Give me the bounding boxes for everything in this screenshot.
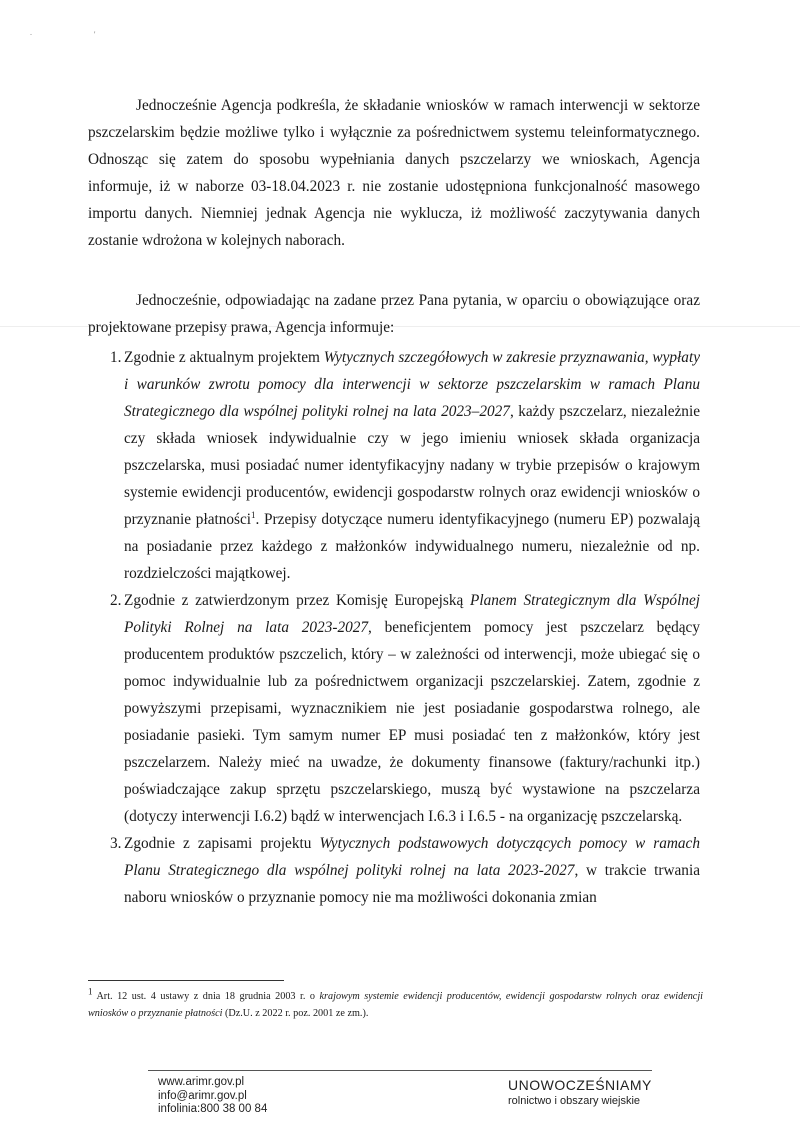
list-item-document-title: Planem Strategicznym dla Wspólnej Polityki Rolnej na lata 2023-2027 [124, 592, 701, 636]
list-item-text [124, 344, 700, 587]
footnote-act-title: krajowym systemie ewidencji producentów, ewidencji gospodarstw rolnych oraz ewidencji wniosków o przyznanie płatności [88, 991, 703, 1019]
footnote [88, 988, 703, 1022]
list-item-number: 3. [110, 835, 122, 852]
brand-subtitle: rolnictwo i obszary wiejskie [508, 1095, 641, 1107]
list-item-text-body: , w trakcie trwania naboru wniosków o przyznanie pomocy nie ma możliwości dokonania zmian [124, 862, 700, 906]
list-item [88, 587, 700, 830]
list-item-text-tail: . Przepisy dotyczące numeru identyfikacyjnego (numeru EP) pozwalają na posiadanie przez każdego z małżonków indywidualnego numeru, niezależnie od np. rozdzielczości majątkowej. [124, 511, 700, 582]
hotline-number: infolinia:800 38 00 84 [158, 1103, 268, 1115]
scan-marks: ∙ ' [30, 30, 126, 39]
paragraph-answers-intro: Jednocześnie, odpowiadając na zadane przez Pana pytania, w oparciu o obowiązujące oraz projektowane przepisy prawa, Agencja informuje: [88, 292, 700, 336]
footnote-number: 1 [88, 986, 93, 997]
list-item-text-lead: Zgodnie z aktualnym projektem [124, 349, 324, 366]
list-item-document-title: Wytycznych szczegółowych w zakresie przyznawania, wypłaty i warunków zwrotu pomocy dla interwencji w sektorze pszczelarskim w ramach Planu Strategicznego dla wspólnej polityki rolnej na lata 2023–2027 [124, 349, 700, 420]
list-item-number: 2. [110, 592, 122, 609]
list-item-document-title: Wytycznych podstawowych dotyczących pomocy w ramach Planu Strategicznego dla wspólnej polityki rolnej na lata 2023-2027 [124, 835, 700, 879]
list-item-text-body: , beneficjentem pomocy jest pszczelarz będący producentem produktów pszczelich, który – w zależności od interwencji, może ubiegać się o pomoc indywidualnie lub za pośrednictwem organizacji pszczelarskiej. Zatem, zgodnie z powyższymi przepisami, wyznacznikiem nie jest posiadanie gospodarstwa rolnego, ale posiadanie pasieki. Tym samym numer EP musi posiadać ten z małżonków, który jest pszczelarzem. Należy mieć na uwadze, że dokumenty finansowe (faktury/rachunki itp.) poświadczające zakup sprzętu pszczelarskiego, muszą być wystawione na pszczelarza (dotyczy interwencji I.6.2) bądź w interwencjach I.6.3 i I.6.5 - na organizację pszczelarską. [124, 619, 700, 825]
footer-contacts [158, 1076, 267, 1117]
list-item-text-lead: Zgodnie z zatwierdzonym przez Komisję Europejską [124, 592, 471, 609]
website-link[interactable]: www.arimr.gov.pl [158, 1076, 245, 1088]
list-item [88, 344, 700, 587]
list-item-number: 1. [110, 349, 122, 366]
list-item-text [124, 830, 700, 911]
list-item [88, 830, 700, 911]
list-item-text-body: , każdy pszczelarz, niezależnie czy składa wniosek indywidualnie czy w jego imieniu wniosek składa organizacja pszczelarska, musi posiadać numer identyfikacyjny nadany w trybie przepisów o krajowym systemie ewidencji producentów, ewidencji gospodarstw rolnych oraz ewidencji wniosków o przyznanie płatności [124, 403, 700, 528]
footnote-text-tail: (Dz.U. z 2022 r. poz. 2001 ze zm.). [222, 1008, 369, 1019]
brand-title: UNOWOCZEŚNIAMY [508, 1077, 652, 1093]
footer-divider [148, 1070, 652, 1071]
footnote-separator [88, 980, 284, 981]
email-link[interactable]: info@arimr.gov.pl [158, 1089, 247, 1102]
footnote-reference: 1 [251, 509, 256, 520]
list-item-text [124, 587, 700, 830]
footnote-text-lead: Art. 12 ust. 4 ustawy z dnia 18 grudnia 2003 r. o [92, 991, 320, 1002]
paragraph-agency-emphasis: Jednocześnie Agencja podkreśla, że składanie wniosków w ramach interwencji w sektorze pszczelarskim będzie możliwe tylko i wyłącznie za pośrednictwem systemu teleinformatycznego. Odnosząc się zatem do sposobu wypełniania danych pszczelarzy we wnioskach, Agencja informuje, iż w naborze 03-18.04.2023 r. nie zostanie udostępniona funkcjonalność masowego importu danych. Niemniej jednak Agencja nie wyklucza, iż możliwość zaczytywania danych zostanie wdrożona w kolejnych naborach. [88, 97, 700, 249]
list-item-text-lead: Zgodnie z zapisami projektu [124, 835, 320, 852]
answers-list [88, 344, 700, 911]
footer-brand [508, 1076, 652, 1109]
